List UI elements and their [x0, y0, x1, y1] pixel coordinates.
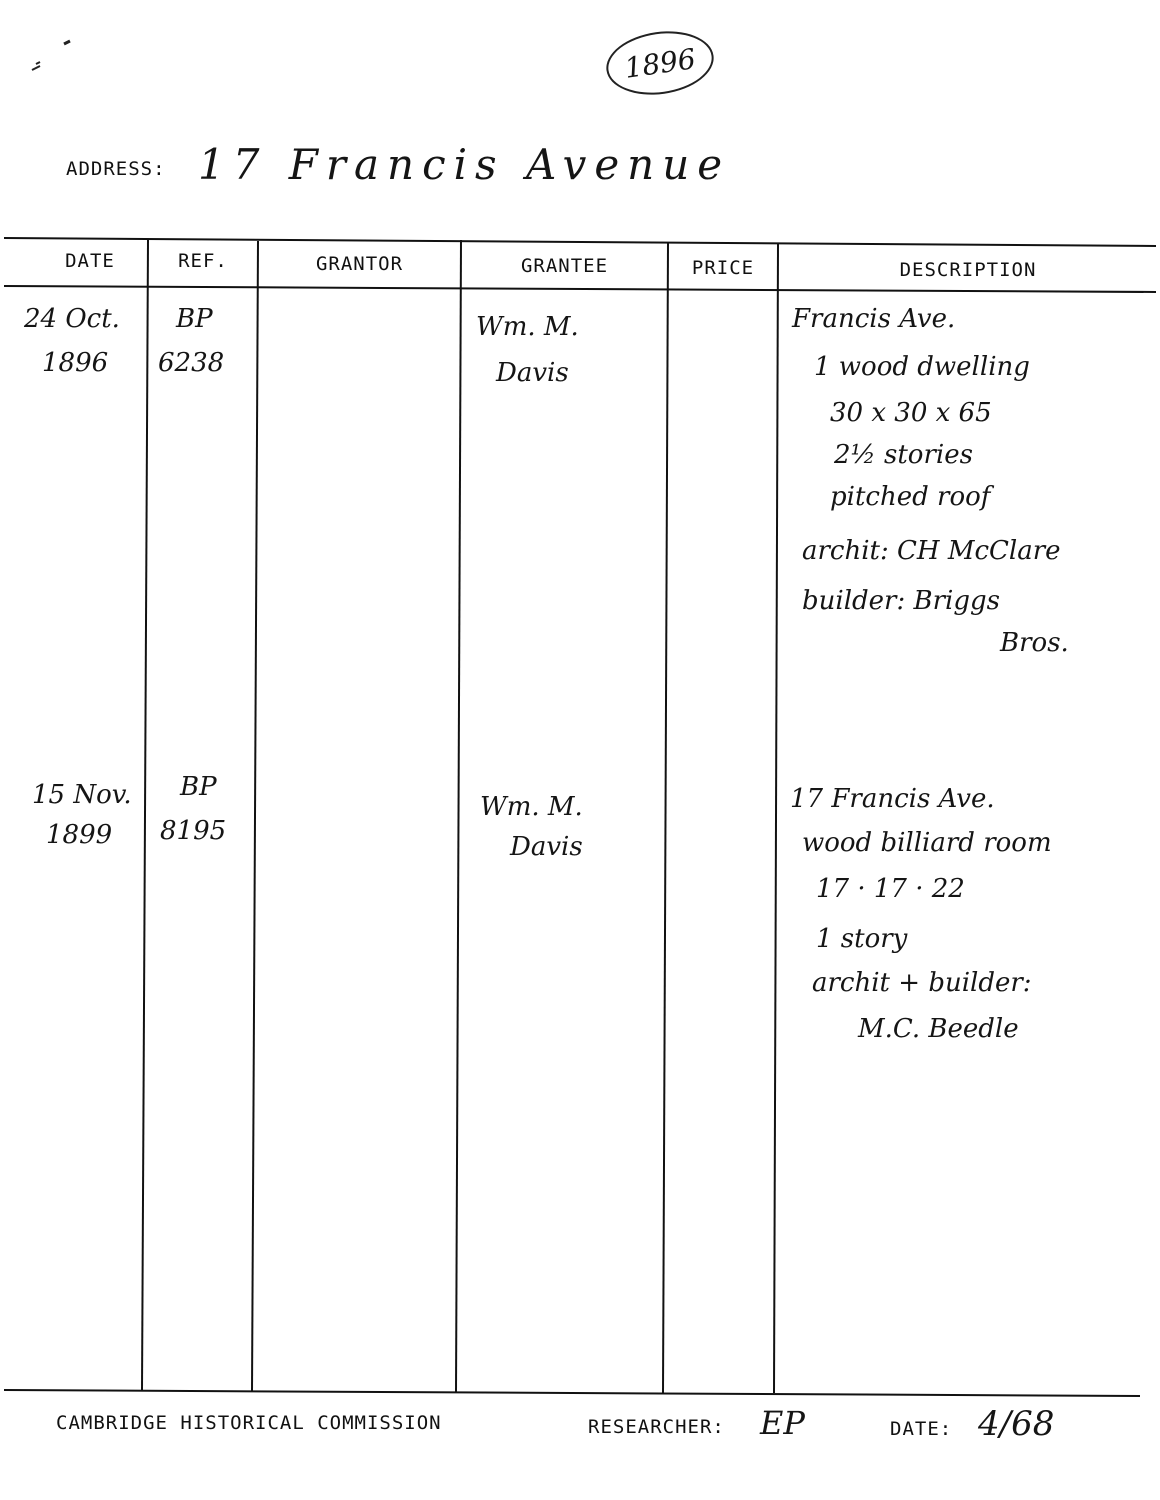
entry-date-day: 24 Oct.	[24, 304, 120, 334]
column-header-date: DATE	[65, 250, 115, 272]
entry-date-year: 1896	[42, 348, 109, 378]
entry-description-line-5: archit + builder:	[812, 968, 1032, 998]
footer-commission: CAMBRIDGE HISTORICAL COMMISSION	[56, 1412, 442, 1434]
entry-ref-type: BP	[180, 772, 217, 802]
entry-description-line-3: 30 x 30 x 65	[830, 398, 992, 428]
address-label: ADDRESS:	[66, 158, 166, 180]
address-value: 17 Francis Avenue	[198, 140, 731, 189]
entry-ref-type: BP	[176, 304, 213, 334]
entry-date-day: 15 Nov.	[32, 780, 132, 810]
entry-description-line-2: wood billiard room	[802, 828, 1052, 858]
entry-grantee-line-2: Davis	[510, 832, 583, 862]
entry-description-line-5: pitched roof	[830, 482, 991, 512]
entry-description-line-6: M.C. Beedle	[858, 1014, 1019, 1044]
entry-grantee-line-2: Davis	[496, 358, 569, 388]
footer-date-value: 4/68	[978, 1404, 1055, 1444]
column-header-ref: REF.	[178, 250, 228, 272]
year-badge: 1896	[602, 25, 718, 101]
footer-researcher-label: RESEARCHER:	[588, 1416, 725, 1438]
column-header-grantor: GRANTOR	[315, 253, 404, 275]
entry-description-line-6: archit: CH McClare	[802, 536, 1061, 566]
entry-grantee-line-1: Wm. M.	[480, 792, 583, 822]
entry-description-line-3: 17 · 17 · 22	[816, 874, 965, 904]
entry-description-line-4: 1 story	[816, 924, 908, 954]
column-header-description: DESCRIPTION	[899, 259, 1037, 281]
entry-description-line-1: Francis Ave.	[792, 304, 956, 334]
entry-ref-number: 6238	[158, 348, 225, 378]
footer-researcher-value: EP	[760, 1404, 805, 1442]
entry-grantee-line-1: Wm. M.	[476, 312, 579, 342]
entry-date-year: 1899	[46, 820, 113, 850]
footer-date-label: DATE:	[890, 1418, 953, 1440]
entry-description-line-1: 17 Francis Ave.	[790, 784, 995, 814]
entry-description-line-4: 2½ stories	[834, 440, 973, 470]
entry-description-line-8: Bros.	[1000, 628, 1069, 658]
entry-description-line-2: 1 wood dwelling	[814, 352, 1030, 382]
entry-ref-number: 8195	[160, 816, 227, 846]
column-header-price: PRICE	[691, 257, 755, 279]
column-header-grantee: GRANTEE	[520, 255, 609, 277]
entry-description-line-7: builder: Briggs	[802, 586, 1000, 616]
